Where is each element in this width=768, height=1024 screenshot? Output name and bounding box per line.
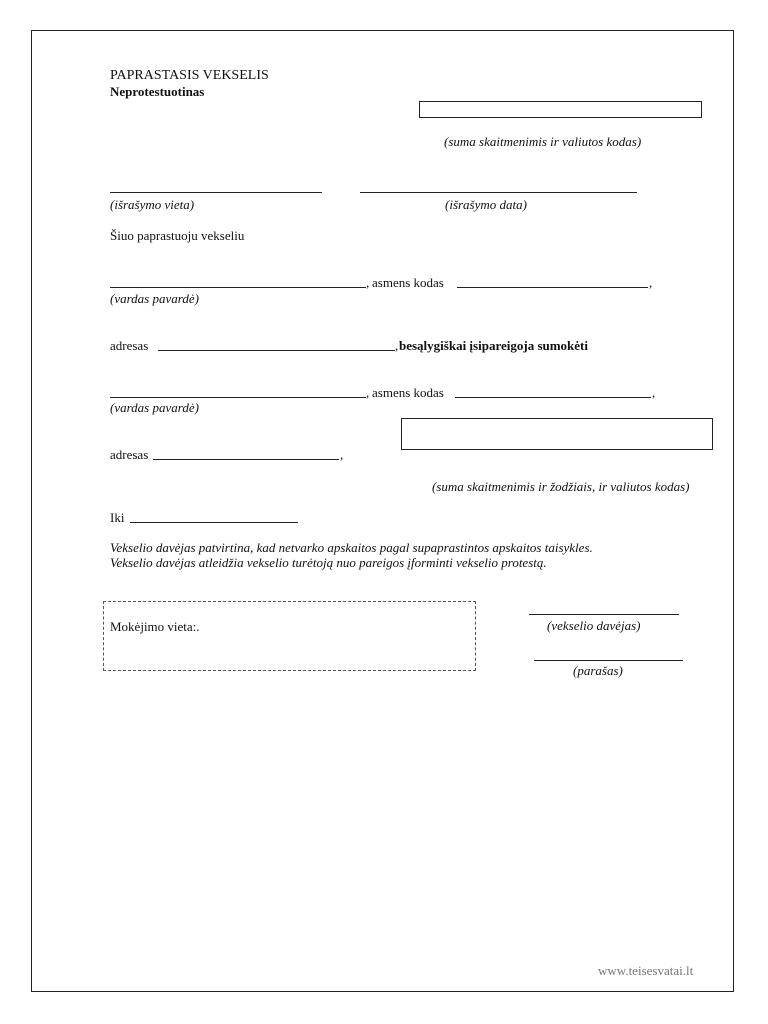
signature-caption: (parašas) <box>573 663 623 678</box>
party1-address-line[interactable] <box>158 350 395 351</box>
party1-name-caption: (vardas pavardė) <box>110 291 199 306</box>
issue-place-caption: (išrašymo vieta) <box>110 197 195 212</box>
until-label: Iki <box>110 510 125 525</box>
party1-obligation-text: besąlygiškai įsipareigoja sumokėti <box>399 338 589 353</box>
party1-name-line[interactable] <box>110 287 366 288</box>
party1-comma: , <box>366 275 370 290</box>
intro-text: Šiuo paprastuoju vekseliu <box>110 228 245 243</box>
document-page <box>31 30 734 992</box>
issue-date-line[interactable] <box>360 192 637 193</box>
party1-trailing-comma: , <box>649 275 653 290</box>
party1-obligation-comma: , <box>395 338 399 353</box>
amount-digits-caption: (suma skaitmenimis ir valiutos kodas) <box>444 134 642 149</box>
signature-line[interactable] <box>534 660 683 661</box>
document-subtitle: Neprotestuotinas <box>110 84 205 99</box>
issue-place-line[interactable] <box>110 192 322 193</box>
party2-code-line[interactable] <box>455 397 651 398</box>
party1-code-line[interactable] <box>457 287 648 288</box>
party2-address-comma: , <box>340 447 344 462</box>
party1-address-label: adresas <box>110 338 149 353</box>
website-footer: www.teisesvatai.lt <box>598 963 694 978</box>
payment-place-box[interactable] <box>103 601 476 671</box>
issue-date-caption: (išrašymo data) <box>445 197 527 212</box>
until-date-line[interactable] <box>130 522 298 523</box>
party2-code-label: asmens kodas <box>372 385 444 400</box>
amount-words-field[interactable] <box>401 418 713 450</box>
statement-line: Vekselio davėjas atleidžia vekselio turėtoją nuo pareigos įforminti vekselio protestą. <box>110 555 547 570</box>
payment-place-label: Mokėjimo vieta:. <box>110 619 200 634</box>
party1-code-label: asmens kodas <box>372 275 444 290</box>
party2-comma: , <box>366 385 370 400</box>
party2-name-caption: (vardas pavardė) <box>110 400 199 415</box>
statement-line: Vekselio davėjas patvirtina, kad netvarko apskaitos pagal supaprastintos apskaitos taisykles. <box>110 540 593 555</box>
party2-trailing-comma: , <box>652 385 656 400</box>
giver-caption: (vekselio davėjas) <box>547 618 641 633</box>
document-title: PAPRASTASIS VEKSELIS <box>110 68 269 83</box>
party2-address-label: adresas <box>110 447 149 462</box>
party2-name-line[interactable] <box>110 397 366 398</box>
amount-words-caption: (suma skaitmenimis ir žodžiais, ir valiutos kodas) <box>432 479 690 494</box>
giver-line[interactable] <box>529 614 679 615</box>
amount-digits-field[interactable] <box>419 101 702 118</box>
party2-address-line[interactable] <box>153 459 339 460</box>
